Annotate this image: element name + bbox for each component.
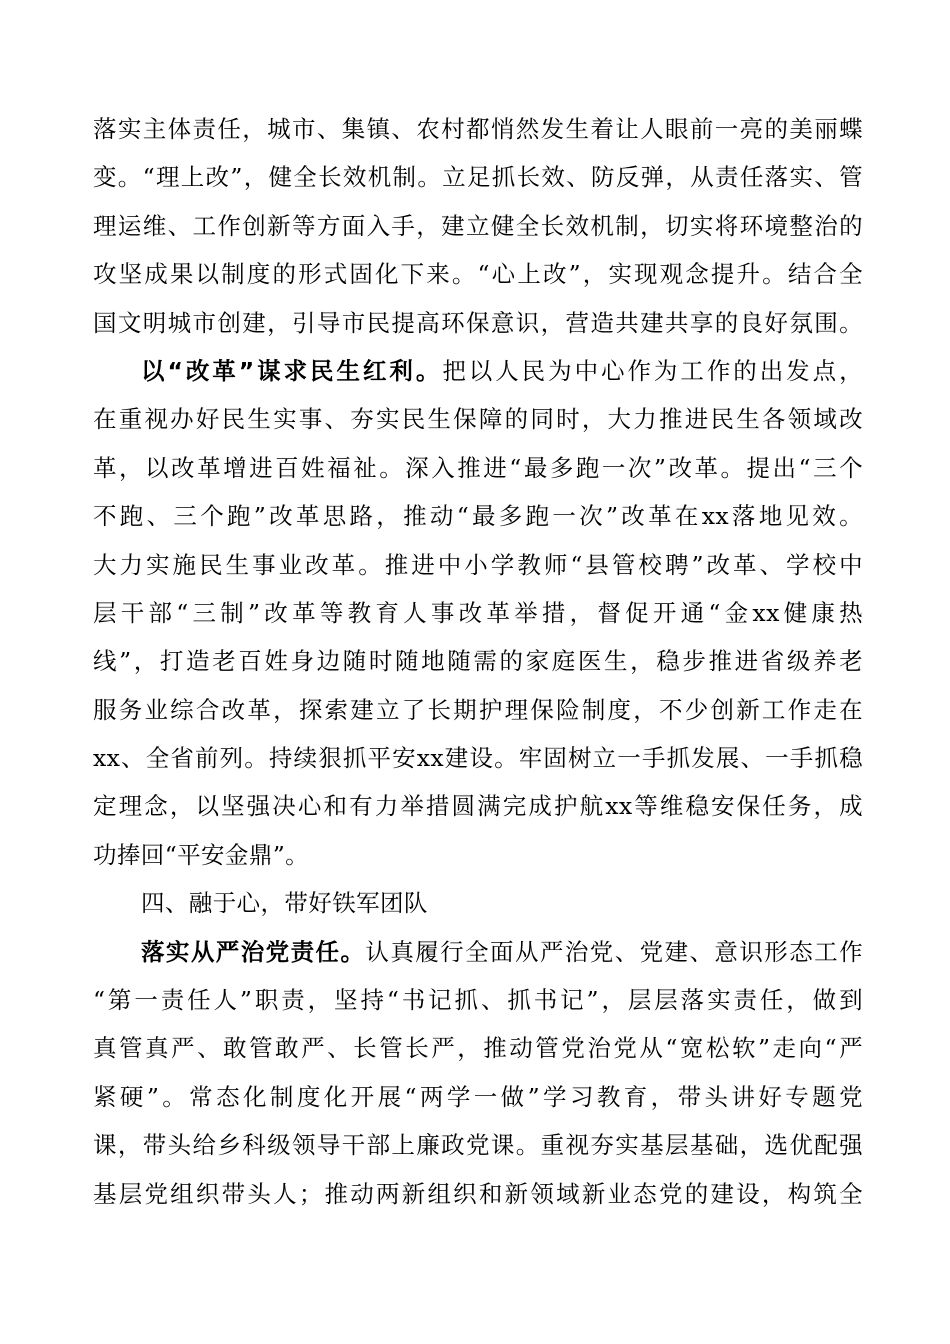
document-body bbox=[93, 105, 863, 1218]
p2-line-5: 大力实施民生事业改革。推进中小学教师“县管校聘”改革、学校中 bbox=[93, 550, 863, 579]
p2-bold-lead: 以“改革”谋求民生红利。 bbox=[141, 356, 443, 385]
p2-first-line-rest: 把以人民为中心作为工作的出发点， bbox=[442, 356, 863, 385]
p2-line-1 bbox=[93, 347, 863, 395]
p1-line-4: 攻坚成果以制度的形式固化下来。“心上改”，实现观念提升。结合全 bbox=[93, 260, 863, 289]
p3-line-3: 真管真严、敢管敢严、长管长严，推动管党治党从“宽松软”走向“严 bbox=[93, 1034, 863, 1063]
p2-line-6: 层干部“三制”改革等教育人事改革举措，督促开通“金xx健康热 bbox=[93, 598, 863, 627]
p3-line-4: 紧硬”。常态化制度化开展“两学一做”学习教育，带头讲好专题党 bbox=[93, 1082, 863, 1111]
p3-line-1 bbox=[93, 928, 863, 976]
p1-line-1: 落实主体责任，城市、集镇、农村都悄然发生着让人眼前一亮的美丽蝶 bbox=[93, 115, 863, 143]
p2-line-10: 定理念，以坚强决心和有力举措圆满完成护航xx等维稳安保任务，成 bbox=[93, 792, 863, 821]
p3-bold-lead: 落实从严治党责任。 bbox=[141, 937, 366, 966]
p2-line-3: 革，以改革增进百姓福祉。深入推进“最多跑一次”改革。提出“三个 bbox=[93, 453, 863, 482]
p2-line-7: 线”，打造老百姓身边随时随地随需的家庭医生，稳步推进省级养老 bbox=[93, 647, 863, 676]
p2-line-2: 在重视办好民生实事、夯实民生保障的同时，大力推进民生各领域改 bbox=[93, 405, 863, 434]
p2-line-8: 服务业综合改革，探索建立了长期护理保险制度，不少创新工作走在 bbox=[93, 695, 863, 724]
p3-first-line-rest: 认真履行全面从严治党、党建、意识形态工作 bbox=[365, 937, 863, 966]
p1-line-2: 变。“理上改”，健全长效机制。立足抓长效、防反弹，从责任落实、管 bbox=[93, 163, 863, 192]
p1-line-5: 国文明城市创建，引导市民提高环保意识，营造共建共享的良好氛围。 bbox=[93, 308, 863, 337]
p3-line-5: 课，带头给乡科级领导干部上廉政党课。重视夯实基层基础，选优配强 bbox=[93, 1131, 863, 1160]
p3-line-2: “第一责任人”职责，坚持“书记抓、抓书记”，层层落实责任，做到 bbox=[93, 986, 863, 1015]
p2-line-4: 不跑、三个跑”改革思路，推动“最多跑一次”改革在xx落地见效。 bbox=[93, 502, 863, 531]
section-heading: 四、融于心，带好铁军团队 bbox=[141, 889, 428, 918]
p2-line-9: xx、全省前列。持续狠抓平安xx建设。牢固树立一手抓发展、一手抓稳 bbox=[93, 744, 863, 773]
p2-line-11: 功捧回“平安金鼎”。 bbox=[93, 840, 310, 869]
p3-line-6: 基层党组织带头人；推动两新组织和新领域新业态党的建设，构筑全 bbox=[93, 1179, 863, 1208]
p1-line-3: 理运维、工作创新等方面入手，建立健全长效机制，切实将环境整治的 bbox=[93, 211, 863, 240]
